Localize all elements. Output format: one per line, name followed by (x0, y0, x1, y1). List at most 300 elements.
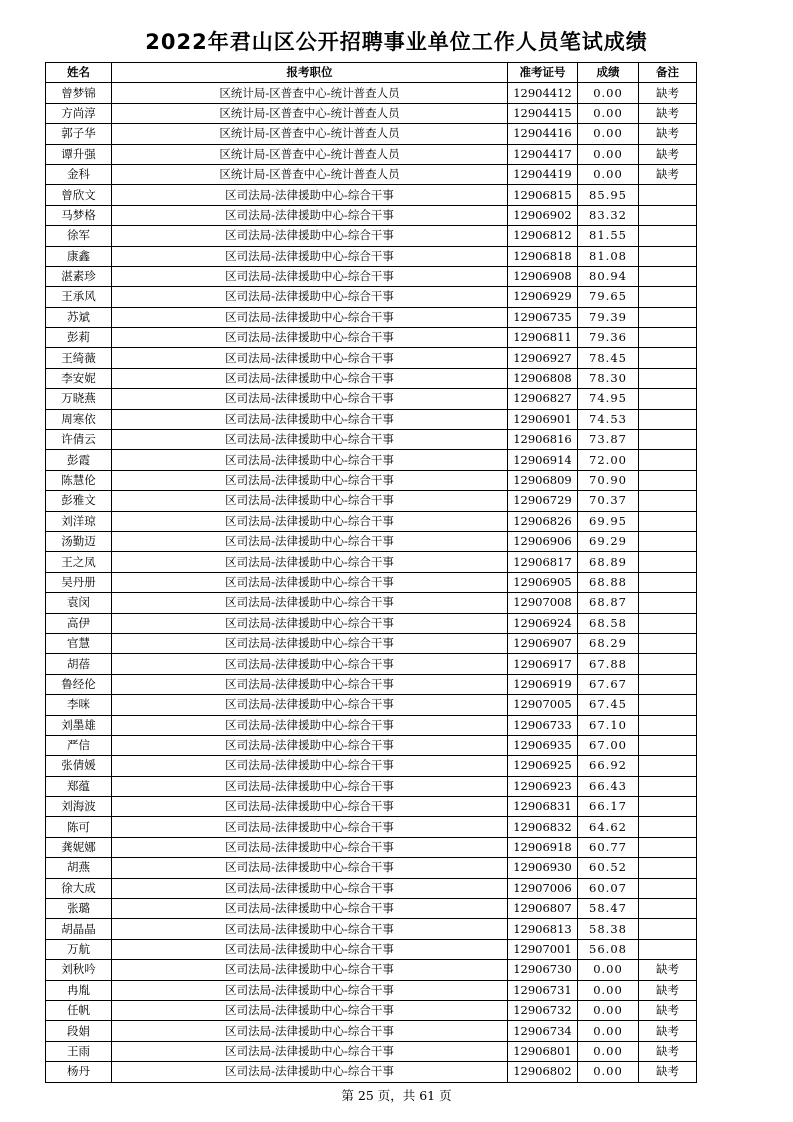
cell-score: 0.00 (578, 164, 639, 184)
cell-name: 苏斌 (46, 307, 112, 327)
cell-name: 彭霞 (46, 450, 112, 470)
cell-position: 区司法局-法律援助中心-综合干事 (112, 939, 508, 959)
cell-position: 区司法局-法律援助中心-综合干事 (112, 266, 508, 286)
cell-score: 79.39 (578, 307, 639, 327)
cell-position: 区司法局-法律援助中心-综合干事 (112, 756, 508, 776)
cell-exam-no: 12906827 (508, 389, 578, 409)
cell-score: 85.95 (578, 185, 639, 205)
cell-position: 区司法局-法律援助中心-综合干事 (112, 491, 508, 511)
cell-position: 区司法局-法律援助中心-综合干事 (112, 409, 508, 429)
table-row (46, 328, 697, 348)
cell-exam-no: 12904412 (508, 83, 578, 103)
cell-exam-no: 12906826 (508, 511, 578, 531)
table-row (46, 878, 697, 898)
cell-exam-no: 12906832 (508, 817, 578, 837)
cell-score: 70.37 (578, 491, 639, 511)
cell-remark: 缺考 (639, 1062, 697, 1082)
table-row (46, 572, 697, 592)
cell-name: 鲁经伦 (46, 674, 112, 694)
table-row (46, 756, 697, 776)
cell-position: 区司法局-法律援助中心-综合干事 (112, 980, 508, 1000)
cell-score: 78.30 (578, 368, 639, 388)
cell-exam-no: 12906802 (508, 1062, 578, 1082)
cell-exam-no: 12906801 (508, 1041, 578, 1061)
cell-score: 67.45 (578, 695, 639, 715)
cell-score: 67.10 (578, 715, 639, 735)
cell-name: 胡蓓 (46, 654, 112, 674)
cell-exam-no: 12906818 (508, 246, 578, 266)
cell-name: 郑蕴 (46, 776, 112, 796)
table-row (46, 491, 697, 511)
cell-name: 彭莉 (46, 328, 112, 348)
cell-score: 67.67 (578, 674, 639, 694)
cell-exam-no: 12906902 (508, 205, 578, 225)
cell-position: 区司法局-法律援助中心-综合干事 (112, 450, 508, 470)
cell-score: 58.38 (578, 919, 639, 939)
cell-position: 区统计局-区普查中心-统计普查人员 (112, 83, 508, 103)
table-row (46, 1000, 697, 1020)
cell-position: 区司法局-法律援助中心-综合干事 (112, 287, 508, 307)
cell-score: 83.32 (578, 205, 639, 225)
table-row (46, 633, 697, 653)
table-row (46, 266, 697, 286)
table-row (46, 919, 697, 939)
cell-score: 74.95 (578, 389, 639, 409)
cell-remark (639, 389, 697, 409)
cell-position: 区司法局-法律援助中心-综合干事 (112, 735, 508, 755)
cell-name: 王雨 (46, 1041, 112, 1061)
cell-score: 64.62 (578, 817, 639, 837)
table-row (46, 103, 697, 123)
cell-name: 金科 (46, 164, 112, 184)
cell-remark: 缺考 (639, 103, 697, 123)
cell-remark (639, 450, 697, 470)
cell-name: 任帆 (46, 1000, 112, 1020)
cell-exam-no: 12906908 (508, 266, 578, 286)
cell-score: 58.47 (578, 899, 639, 919)
cell-exam-no: 12904415 (508, 103, 578, 123)
cell-exam-no: 12906927 (508, 348, 578, 368)
table-row (46, 164, 697, 184)
cell-remark (639, 552, 697, 572)
cell-name: 官慧 (46, 633, 112, 653)
cell-exam-no: 12906811 (508, 328, 578, 348)
cell-name: 张倩媛 (46, 756, 112, 776)
table-row (46, 776, 697, 796)
table-row (46, 348, 697, 368)
table-row (46, 246, 697, 266)
cell-remark (639, 593, 697, 613)
cell-score: 56.08 (578, 939, 639, 959)
cell-exam-no: 12906905 (508, 572, 578, 592)
table-row (46, 226, 697, 246)
cell-name: 胡晶晶 (46, 919, 112, 939)
cell-name: 万晓燕 (46, 389, 112, 409)
cell-remark: 缺考 (639, 124, 697, 144)
cell-name: 龚妮娜 (46, 837, 112, 857)
cell-exam-no: 12906815 (508, 185, 578, 205)
scores-table (45, 62, 697, 1083)
table-row (46, 552, 697, 572)
page-footer: 第 25 页，共 61 页 (341, 1088, 452, 1103)
cell-name: 汤勤迈 (46, 531, 112, 551)
cell-position: 区司法局-法律援助中心-综合干事 (112, 613, 508, 633)
cell-name: 刘海波 (46, 797, 112, 817)
cell-position: 区司法局-法律援助中心-综合干事 (112, 511, 508, 531)
cell-position: 区司法局-法律援助中心-综合干事 (112, 1021, 508, 1041)
cell-position: 区司法局-法律援助中心-综合干事 (112, 205, 508, 225)
table-row (46, 205, 697, 225)
table-row (46, 939, 697, 959)
cell-name: 刘秋吟 (46, 960, 112, 980)
cell-score: 73.87 (578, 430, 639, 450)
cell-remark (639, 837, 697, 857)
table-row (46, 715, 697, 735)
cell-score: 81.55 (578, 226, 639, 246)
cell-name: 冉胤 (46, 980, 112, 1000)
cell-name: 吴丹册 (46, 572, 112, 592)
cell-remark (639, 735, 697, 755)
cell-position: 区司法局-法律援助中心-综合干事 (112, 695, 508, 715)
cell-position: 区统计局-区普查中心-统计普查人员 (112, 124, 508, 144)
cell-name: 万航 (46, 939, 112, 959)
cell-remark (639, 939, 697, 959)
cell-exam-no: 12906930 (508, 858, 578, 878)
cell-position: 区司法局-法律援助中心-综合干事 (112, 348, 508, 368)
cell-name: 李咪 (46, 695, 112, 715)
cell-name: 王之凤 (46, 552, 112, 572)
cell-position: 区司法局-法律援助中心-综合干事 (112, 368, 508, 388)
cell-name: 曾梦锦 (46, 83, 112, 103)
cell-position: 区司法局-法律援助中心-综合干事 (112, 1000, 508, 1020)
header-exam-no: 准考证号 (508, 63, 578, 83)
cell-remark: 缺考 (639, 960, 697, 980)
table-row (46, 185, 697, 205)
table-row (46, 368, 697, 388)
cell-score: 68.88 (578, 572, 639, 592)
cell-exam-no: 12906919 (508, 674, 578, 694)
cell-exam-no: 12906923 (508, 776, 578, 796)
cell-remark (639, 899, 697, 919)
cell-exam-no: 12906812 (508, 226, 578, 246)
cell-remark (639, 409, 697, 429)
cell-name: 王绮薇 (46, 348, 112, 368)
cell-score: 0.00 (578, 103, 639, 123)
cell-remark: 缺考 (639, 83, 697, 103)
cell-name: 刘墨雄 (46, 715, 112, 735)
cell-remark: 缺考 (639, 1041, 697, 1061)
cell-exam-no: 12906816 (508, 430, 578, 450)
cell-name: 段娟 (46, 1021, 112, 1041)
table-row (46, 409, 697, 429)
cell-name: 徐军 (46, 226, 112, 246)
cell-remark (639, 185, 697, 205)
cell-position: 区司法局-法律援助中心-综合干事 (112, 246, 508, 266)
cell-position: 区司法局-法律援助中心-综合干事 (112, 1041, 508, 1061)
cell-score: 69.29 (578, 531, 639, 551)
cell-exam-no: 12906918 (508, 837, 578, 857)
cell-exam-no: 12906809 (508, 470, 578, 490)
cell-remark: 缺考 (639, 1000, 697, 1020)
cell-exam-no: 12906735 (508, 307, 578, 327)
table-row (46, 735, 697, 755)
cell-score: 81.08 (578, 246, 639, 266)
table-row (46, 960, 697, 980)
cell-remark (639, 491, 697, 511)
cell-position: 区司法局-法律援助中心-综合干事 (112, 715, 508, 735)
cell-remark (639, 266, 697, 286)
cell-score: 69.95 (578, 511, 639, 531)
cell-remark: 缺考 (639, 164, 697, 184)
cell-remark (639, 307, 697, 327)
page-title: 2022年君山区公开招聘事业单位工作人员笔试成绩 (145, 30, 648, 54)
cell-name: 谭升强 (46, 144, 112, 164)
cell-name: 刘洋琼 (46, 511, 112, 531)
cell-position: 区司法局-法律援助中心-综合干事 (112, 389, 508, 409)
cell-name: 周寒依 (46, 409, 112, 429)
cell-position: 区司法局-法律援助中心-综合干事 (112, 470, 508, 490)
cell-exam-no: 12906729 (508, 491, 578, 511)
cell-score: 0.00 (578, 1041, 639, 1061)
cell-remark (639, 817, 697, 837)
cell-remark (639, 654, 697, 674)
table-row (46, 1062, 697, 1082)
cell-score: 68.89 (578, 552, 639, 572)
cell-score: 60.52 (578, 858, 639, 878)
header-position: 报考职位 (112, 63, 508, 83)
cell-remark (639, 368, 697, 388)
cell-name: 袁闵 (46, 593, 112, 613)
cell-exam-no: 12906831 (508, 797, 578, 817)
cell-score: 66.43 (578, 776, 639, 796)
cell-position: 区司法局-法律援助中心-综合干事 (112, 654, 508, 674)
cell-score: 72.00 (578, 450, 639, 470)
cell-remark (639, 430, 697, 450)
cell-exam-no: 12906925 (508, 756, 578, 776)
cell-exam-no: 12906914 (508, 450, 578, 470)
cell-remark (639, 348, 697, 368)
cell-position: 区司法局-法律援助中心-综合干事 (112, 633, 508, 653)
cell-position: 区司法局-法律援助中心-综合干事 (112, 552, 508, 572)
cell-remark (639, 633, 697, 653)
cell-name: 彭雅文 (46, 491, 112, 511)
cell-remark (639, 613, 697, 633)
cell-name: 李安妮 (46, 368, 112, 388)
table-row (46, 470, 697, 490)
cell-remark (639, 776, 697, 796)
cell-position: 区司法局-法律援助中心-综合干事 (112, 572, 508, 592)
cell-exam-no: 12906924 (508, 613, 578, 633)
cell-score: 78.45 (578, 348, 639, 368)
cell-score: 79.36 (578, 328, 639, 348)
cell-name: 方尚淳 (46, 103, 112, 123)
cell-position: 区统计局-区普查中心-统计普查人员 (112, 144, 508, 164)
cell-remark (639, 205, 697, 225)
cell-exam-no: 12906808 (508, 368, 578, 388)
cell-score: 80.94 (578, 266, 639, 286)
cell-position: 区司法局-法律援助中心-综合干事 (112, 674, 508, 694)
cell-exam-no: 12904417 (508, 144, 578, 164)
cell-remark: 缺考 (639, 144, 697, 164)
cell-remark (639, 695, 697, 715)
table-row (46, 124, 697, 144)
cell-position: 区司法局-法律援助中心-综合干事 (112, 328, 508, 348)
table-row (46, 593, 697, 613)
cell-score: 0.00 (578, 124, 639, 144)
table-header-row (46, 63, 697, 83)
cell-remark (639, 246, 697, 266)
table-row (46, 450, 697, 470)
cell-name: 陈可 (46, 817, 112, 837)
cell-remark (639, 858, 697, 878)
table-row (46, 797, 697, 817)
cell-score: 70.90 (578, 470, 639, 490)
table-row (46, 899, 697, 919)
table-row (46, 144, 697, 164)
cell-remark (639, 531, 697, 551)
cell-position: 区司法局-法律援助中心-综合干事 (112, 837, 508, 857)
cell-position: 区司法局-法律援助中心-综合干事 (112, 817, 508, 837)
cell-remark: 缺考 (639, 980, 697, 1000)
cell-position: 区司法局-法律援助中心-综合干事 (112, 226, 508, 246)
cell-score: 0.00 (578, 1021, 639, 1041)
cell-exam-no: 12906817 (508, 552, 578, 572)
cell-position: 区司法局-法律援助中心-综合干事 (112, 185, 508, 205)
cell-exam-no: 12906734 (508, 1021, 578, 1041)
cell-remark (639, 756, 697, 776)
table-row (46, 511, 697, 531)
cell-score: 68.87 (578, 593, 639, 613)
header-remark: 备注 (639, 63, 697, 83)
table-row (46, 531, 697, 551)
cell-remark: 缺考 (639, 1021, 697, 1041)
cell-name: 许倩云 (46, 430, 112, 450)
cell-name: 陈慧伦 (46, 470, 112, 490)
cell-score: 60.07 (578, 878, 639, 898)
table-row (46, 817, 697, 837)
cell-exam-no: 12904416 (508, 124, 578, 144)
cell-position: 区司法局-法律援助中心-综合干事 (112, 531, 508, 551)
cell-exam-no: 12906807 (508, 899, 578, 919)
cell-remark (639, 878, 697, 898)
cell-position: 区司法局-法律援助中心-综合干事 (112, 776, 508, 796)
cell-exam-no: 12906733 (508, 715, 578, 735)
cell-position: 区司法局-法律援助中心-综合干事 (112, 960, 508, 980)
cell-position: 区司法局-法律援助中心-综合干事 (112, 797, 508, 817)
cell-name: 康鑫 (46, 246, 112, 266)
cell-score: 0.00 (578, 83, 639, 103)
cell-position: 区司法局-法律援助中心-综合干事 (112, 430, 508, 450)
cell-remark (639, 797, 697, 817)
cell-position: 区司法局-法律援助中心-综合干事 (112, 878, 508, 898)
cell-score: 0.00 (578, 1000, 639, 1020)
table-row (46, 858, 697, 878)
table-row (46, 695, 697, 715)
cell-remark (639, 226, 697, 246)
table-row (46, 389, 697, 409)
cell-remark (639, 470, 697, 490)
cell-score: 67.00 (578, 735, 639, 755)
cell-exam-no: 12907006 (508, 878, 578, 898)
table-row (46, 613, 697, 633)
cell-name: 严信 (46, 735, 112, 755)
cell-exam-no: 12906906 (508, 531, 578, 551)
cell-score: 74.53 (578, 409, 639, 429)
table-row (46, 1021, 697, 1041)
header-score: 成绩 (578, 63, 639, 83)
cell-remark (639, 511, 697, 531)
cell-remark (639, 328, 697, 348)
cell-score: 68.58 (578, 613, 639, 633)
cell-position: 区统计局-区普查中心-统计普查人员 (112, 103, 508, 123)
table-body (46, 83, 697, 1082)
cell-exam-no: 12906732 (508, 1000, 578, 1020)
cell-score: 0.00 (578, 980, 639, 1000)
table-row (46, 307, 697, 327)
cell-exam-no: 12906917 (508, 654, 578, 674)
cell-name: 徐大成 (46, 878, 112, 898)
cell-position: 区司法局-法律援助中心-综合干事 (112, 919, 508, 939)
cell-score: 0.00 (578, 144, 639, 164)
cell-score: 66.17 (578, 797, 639, 817)
cell-exam-no: 12906907 (508, 633, 578, 653)
cell-position: 区司法局-法律援助中心-综合干事 (112, 1062, 508, 1082)
cell-score: 67.88 (578, 654, 639, 674)
cell-score: 0.00 (578, 960, 639, 980)
cell-position: 区司法局-法律援助中心-综合干事 (112, 858, 508, 878)
cell-name: 湛素珍 (46, 266, 112, 286)
header-name: 姓名 (46, 63, 112, 83)
cell-name: 杨丹 (46, 1062, 112, 1082)
cell-name: 马梦格 (46, 205, 112, 225)
cell-remark (639, 572, 697, 592)
cell-exam-no: 12906935 (508, 735, 578, 755)
cell-exam-no: 12907001 (508, 939, 578, 959)
cell-position: 区司法局-法律援助中心-综合干事 (112, 899, 508, 919)
cell-name: 高伊 (46, 613, 112, 633)
cell-score: 60.77 (578, 837, 639, 857)
table-row (46, 654, 697, 674)
cell-name: 胡燕 (46, 858, 112, 878)
cell-remark (639, 287, 697, 307)
table-row (46, 83, 697, 103)
cell-name: 曾欣文 (46, 185, 112, 205)
table-row (46, 1041, 697, 1061)
cell-remark (639, 674, 697, 694)
cell-exam-no: 12904419 (508, 164, 578, 184)
cell-score: 79.65 (578, 287, 639, 307)
cell-exam-no: 12906813 (508, 919, 578, 939)
cell-remark (639, 919, 697, 939)
cell-name: 张璐 (46, 899, 112, 919)
table-row (46, 980, 697, 1000)
cell-exam-no: 12906929 (508, 287, 578, 307)
table-row (46, 837, 697, 857)
cell-name: 郭子华 (46, 124, 112, 144)
table-row (46, 674, 697, 694)
cell-exam-no: 12906730 (508, 960, 578, 980)
cell-remark (639, 715, 697, 735)
cell-exam-no: 12906901 (508, 409, 578, 429)
cell-score: 68.29 (578, 633, 639, 653)
cell-name: 王承风 (46, 287, 112, 307)
cell-exam-no: 12907005 (508, 695, 578, 715)
cell-position: 区司法局-法律援助中心-综合干事 (112, 593, 508, 613)
table-row (46, 287, 697, 307)
cell-score: 66.92 (578, 756, 639, 776)
cell-position: 区司法局-法律援助中心-综合干事 (112, 307, 508, 327)
cell-exam-no: 12906731 (508, 980, 578, 1000)
